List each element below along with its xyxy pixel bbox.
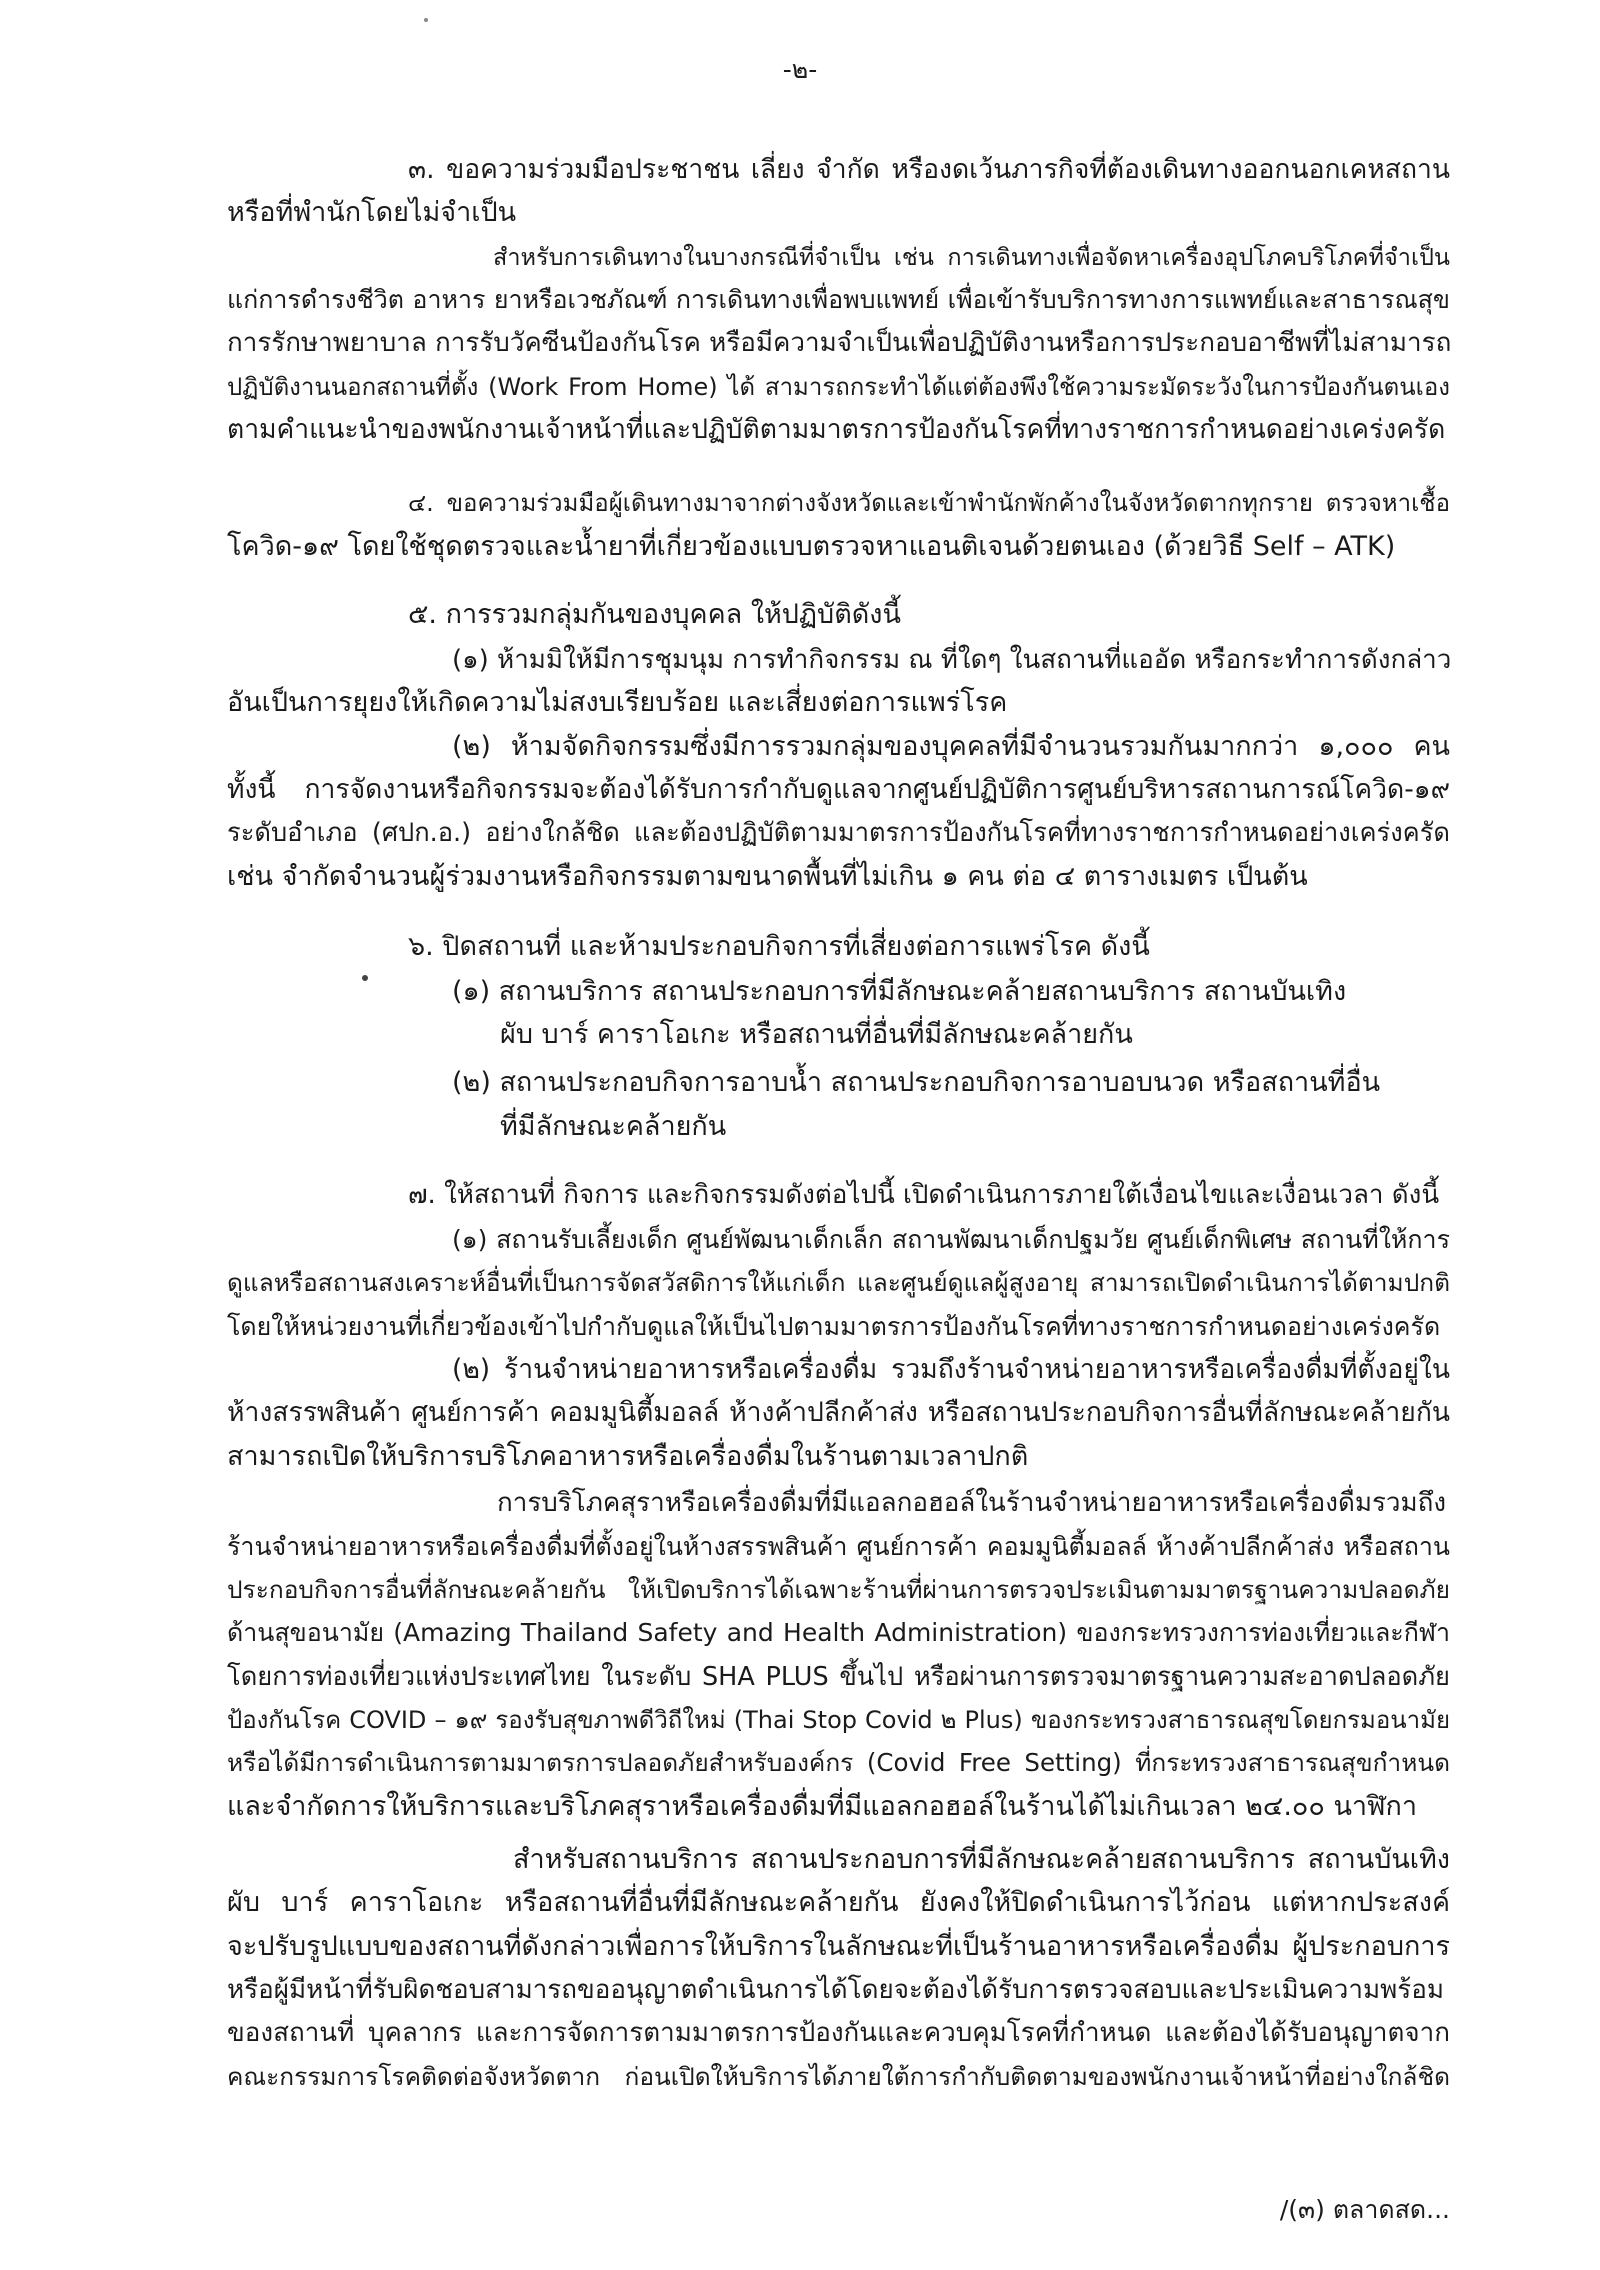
text-line: ของสถานที่ บุคลากร และการจัดการตามมาตรการป้องกันและควบคุมโรคที่กำหนด และต้องได้รับอนุญาตจาก	[227, 2018, 1450, 2048]
text-line: โดยการท่องเที่ยวแห่งประเทศไทย ในระดับ SHA PLUS ขึ้นไป หรือผ่านการตรวจมาตรฐานความสะอาดปลอดภัย	[227, 1662, 1450, 1692]
text-line: สำหรับสถานบริการ สถานประกอบการที่มีลักษณะคล้ายสถานบริการ สถานบันเทิง	[513, 1844, 1450, 1875]
text-line: ประกอบกิจการอื่นที่ลักษณะคล้ายกัน ให้เปิดบริการได้เฉพาะร้านที่ผ่านการตรวจประเมินตามมาตรฐานความปลอดภัย	[227, 1575, 1450, 1604]
text-line: ที่มีลักษณะคล้ายกัน	[500, 1111, 727, 1142]
text-line: ระดับอำเภอ (ศปก.อ.) อย่างใกล้ชิด และต้องปฏิบัติตามมาตรการป้องกันโรคที่ทางราชการกำหนดอย่างเคร่งครัด	[227, 818, 1450, 848]
text-line: ๓. ขอความร่วมมือประชาชน เลี่ยง จำกัด หรืองดเว้นภารกิจที่ต้องเดินทางออกนอกเคหสถาน	[408, 154, 1450, 185]
text-line: ๗. ให้สถานที่ กิจการ และกิจกรรมดังต่อไปนี้ เปิดดำเนินการภายใต้เงื่อนไขและเงื่อนเวลา ดังนี้	[408, 1180, 1440, 1210]
text-line: เช่น จำกัดจำนวนผู้ร่วมงานหรือกิจกรรมตามขนาดพื้นที่ไม่เกิน ๑ คน ต่อ ๔ ตารางเมตร เป็นต้น	[227, 861, 1308, 892]
text-line: การบริโภคสุราหรือเครื่องดื่มที่มีแอลกอฮอล์ในร้านจำหน่ายอาหารหรือเครื่องดื่มรวมถึง	[497, 1488, 1447, 1518]
text-line: โควิด-๑๙ โดยใช้ชุดตรวจและน้ำยาที่เกี่ยวข้องแบบตรวจหาแอนติเจนด้วยตนเอง (ด้วยวิธี Self – ATK)	[227, 531, 1396, 562]
text-line: ผับ บาร์ คาราโอเกะ หรือสถานที่อื่นที่มีลักษณะคล้ายกัน ยังคงให้ปิดดำเนินการไว้ก่อน แต่หากประสงค์	[227, 1887, 1450, 1918]
text-line: และจำกัดการให้บริการและบริโภคสุราหรือเครื่องดื่มที่มีแอลกอฮอล์ในร้านได้ไม่เกินเวลา ๒๔.๐๐ นาฬิกา	[227, 1791, 1418, 1822]
text-line: ผับ บาร์ คาราโอเกะ หรือสถานที่อื่นที่มีลักษณะคล้ายกัน	[500, 1019, 1133, 1050]
text-line: ๔. ขอความร่วมมือผู้เดินทางมาจากต่างจังหวัดและเข้าพำนักพักค้างในจังหวัดตากทุกราย ตรวจหาเชื้อ	[408, 489, 1450, 517]
text-line: แก่การดำรงชีวิต อาหาร ยาหรือเวชภัณฑ์ การเดินทางเพื่อพบแพทย์ เพื่อเข้ารับบริการทางการแพทย์และสาธารณสุข	[227, 285, 1450, 314]
text-line: ป้องกันโรค COVID – ๑๙ รองรับสุขภาพดีวิถีใหม่ (Thai Stop Covid ๒ Plus) ของกระทรวงสาธารณสุขโดยกรมอนามัย	[227, 1706, 1450, 1734]
text-line: ดูแลหรือสถานสงเคราะห์อื่นที่เป็นการจัดสวัสดิการให้แก่เด็ก และศูนย์ดูแลผู้สูงอายุ สามารถเปิดดำเนินการได้ตามปกติ	[227, 1268, 1450, 1297]
text-line: คณะกรรมการโรคติดต่อจังหวัดตาก ก่อนเปิดให้บริการได้ภายใต้การกำกับติดตามของพนักงานเจ้าหน้าที่อย่างใกล้ชิด	[227, 2062, 1450, 2091]
text-line: จะปรับรูปแบบของสถานที่ดังกล่าวเพื่อการให้บริการในลักษณะที่เป็นร้านอาหารหรือเครื่องดื่ม ผู้ประกอบการ	[227, 1931, 1450, 1962]
text-line: ๕. การรวมกลุ่มกันของบุคคล ให้ปฏิบัติดังนี้	[408, 599, 901, 630]
text-line: (๒) ห้ามจัดกิจกรรมซึ่งมีการรวมกลุ่มของบุคคลที่มีจำนวนรวมกันมากกว่า ๑,๐๐๐ คน	[452, 731, 1450, 762]
text-line: หรือที่พำนักโดยไม่จำเป็น	[227, 197, 517, 228]
text-line: ร้านจำหน่ายอาหารหรือเครื่องดื่มที่ตั้งอยู่ในห้างสรรพสินค้า ศูนย์การค้า คอมมูนิตี้มอลล์ ห้างค้าปลีกค้าส่ง หรือสถาน	[227, 1532, 1450, 1561]
text-line: ทั้งนี้ การจัดงานหรือกิจกรรมจะต้องได้รับการกำกับดูแลจากศูนย์ปฏิบัติการศูนย์บริหารสถานการณ์โควิด-๑๙	[227, 774, 1450, 805]
scan-speck	[424, 18, 428, 22]
text-line: สามารถเปิดให้บริการบริโภคอาหารหรือเครื่องดื่มในร้านตามเวลาปกติ	[227, 1441, 1029, 1472]
text-line: (๒) สถานประกอบกิจการอาบน้ำ สถานประกอบกิจการอาบอบนวด หรือสถานที่อื่น	[452, 1067, 1381, 1098]
text-line: ด้านสุขอนามัย (Amazing Thailand Safety and Health Administration) ของกระทรวงการท่องเที่ยวและกีฬา	[227, 1618, 1450, 1647]
text-line: (๒) ร้านจำหน่ายอาหารหรือเครื่องดื่ม รวมถึงร้านจำหน่ายอาหารหรือเครื่องดื่มที่ตั้งอยู่ใน	[452, 1354, 1450, 1385]
text-line: โดยให้หน่วยงานที่เกี่ยวข้องเข้าไปกำกับดูแลให้เป็นไปตามมาตรการป้องกันโรคที่ทางราชการกำหนดอย่างเคร่งครัด	[227, 1312, 1441, 1341]
text-line: (๑) สถานรับเลี้ยงเด็ก ศูนย์พัฒนาเด็กเล็ก สถานพัฒนาเด็กปฐมวัย ศูนย์เด็กพิเศษ สถานที่ให้การ	[452, 1225, 1450, 1254]
text-line: ๖. ปิดสถานที่ และห้ามประกอบกิจการที่เสี่ยงต่อการแพร่โรค ดังนี้	[408, 931, 1150, 962]
text-line: หรือได้มีการดำเนินการตามมาตรการปลอดภัยสำหรับองค์กร (Covid Free Setting) ที่กระทรวงสาธารณสุขกำหนด	[227, 1748, 1450, 1777]
page-number: -๒-	[782, 55, 818, 84]
text-line: ปฏิบัติงานนอกสถานที่ตั้ง (Work From Home) ได้ สามารถกระทำได้แต่ต้องพึงใช้ความระมัดระวังในการป้องกันตนเอง	[227, 373, 1450, 401]
text-line: หรือผู้มีหน้าที่รับผิดชอบสามารถขออนุญาตดำเนินการได้โดยจะต้องได้รับการตรวจสอบและประเมินความพร้อม	[227, 1975, 1444, 2005]
text-line: อันเป็นการยุยงให้เกิดความไม่สงบเรียบร้อย และเสี่ยงต่อการแพร่โรค	[227, 687, 1008, 718]
text-line: ตามคำแนะนำของพนักงานเจ้าหน้าที่และปฏิบัติตามมาตรการป้องกันโรคที่ทางราชการกำหนดอย่างเคร่งครัด	[227, 414, 1446, 445]
text-line: ห้างสรรพสินค้า ศูนย์การค้า คอมมูนิตี้มอลล์ ห้างค้าปลีกค้าส่ง หรือสถานประกอบกิจการอื่นที่ลักษณะคล้ายกัน	[227, 1397, 1450, 1428]
continuation-marker: /(๓) ตลาดสด...	[1279, 2195, 1450, 2224]
text-line: การรักษาพยาบาล การรับวัคซีนป้องกันโรค หรือมีความจำเป็นเพื่อปฏิบัติงานหรือการประกอบอาชีพที่ไม่สามารถ	[227, 328, 1452, 358]
text-line: (๑) สถานบริการ สถานประกอบการที่มีลักษณะคล้ายสถานบริการ สถานบันเทิง	[452, 976, 1347, 1007]
text-line: สำหรับการเดินทางในบางกรณีที่จำเป็น เช่น การเดินทางเพื่อจัดหาเครื่องอุปโภคบริโภคที่จำเป็น	[493, 243, 1450, 271]
scan-dot	[362, 975, 368, 981]
text-line: (๑) ห้ามมิให้มีการชุมนุม การทำกิจกรรม ณ ที่ใดๆ ในสถานที่แออัด หรือกระทำการดังกล่าว	[452, 645, 1452, 675]
